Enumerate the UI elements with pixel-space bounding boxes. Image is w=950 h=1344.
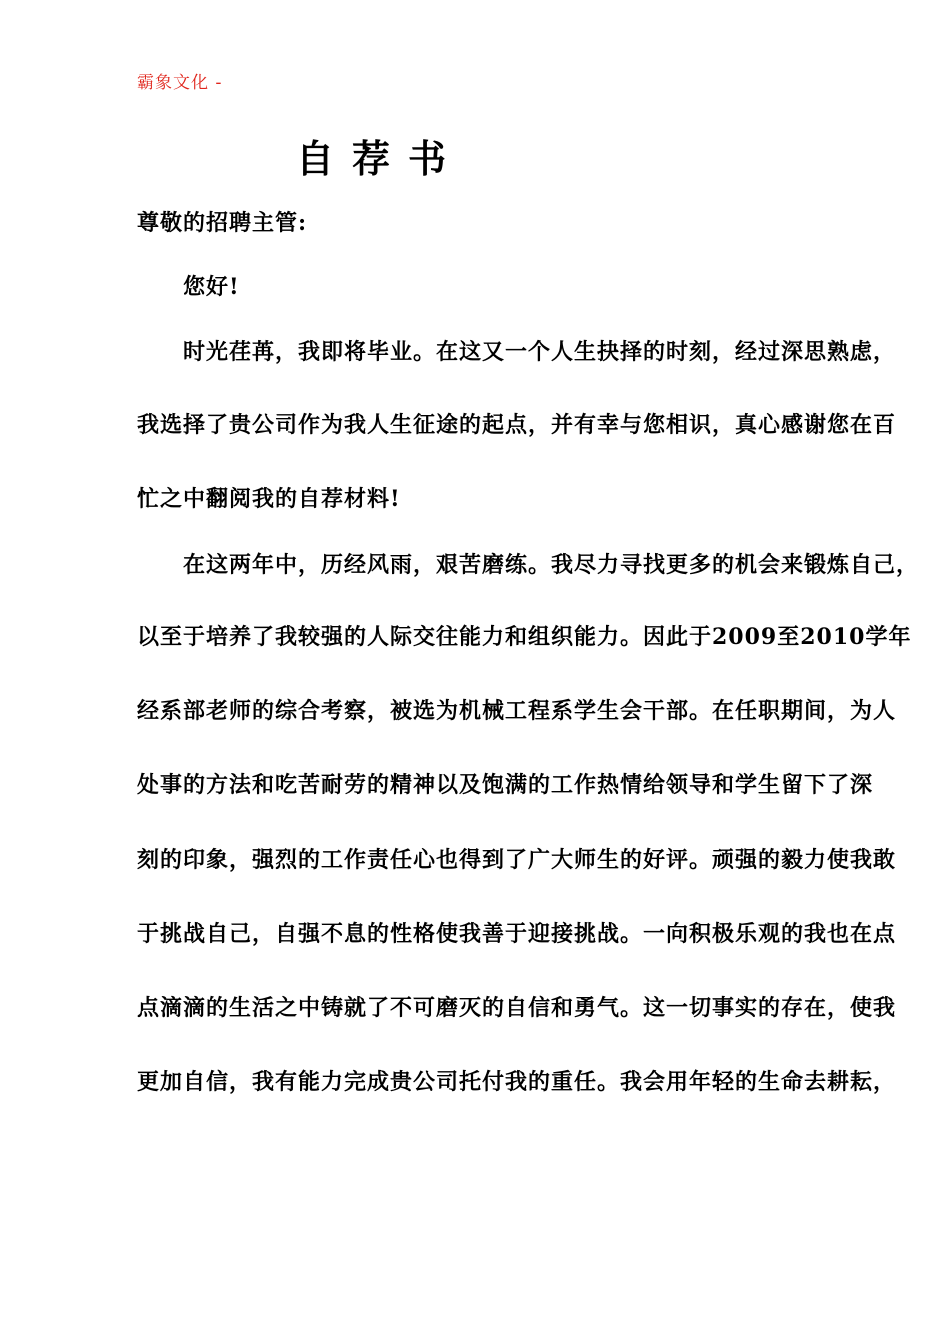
paragraph-2-line-2: 以至于培养了我较强的人际交往能力和组织能力。因此于2009至2010学年: [137, 624, 912, 650]
paragraph-2-line-6: 于挑战自己，自强不息的性格使我善于迎接挑战。一向积极乐观的我也在点: [137, 921, 897, 947]
paragraph-2-line-3: 经系部老师的综合考察，被选为机械工程系学生会干部。在任职期间，为人: [137, 698, 897, 724]
paragraph-2-line-5: 刻的印象，强烈的工作责任心也得到了广大师生的好评。顽强的毅力使我敢: [137, 847, 897, 873]
document-title: 自荐书: [296, 136, 465, 181]
salutation: 尊敬的招聘主管:: [137, 210, 308, 236]
paragraph-2-line-4: 处事的方法和吃苦耐劳的精神以及饱满的工作热情给领导和学生留下了深: [137, 772, 874, 798]
paragraph-2-line-8: 更加自信，我有能力完成贵公司托付我的重任。我会用年轻的生命去耕耘，: [137, 1069, 897, 1095]
paragraph-2-line-1: 在这两年中，历经风雨，艰苦磨练。我尽力寻找更多的机会来锻炼自己，: [183, 552, 920, 578]
paragraph-2-line-7: 点滴滴的生活之中铸就了不可磨灭的自信和勇气。这一切事实的存在，使我: [137, 995, 897, 1021]
paragraph-1-line-1: 时光荏苒，我即将毕业。在这又一个人生抉择的时刻，经过深思熟虑，: [183, 339, 897, 365]
greeting: 您好!: [183, 274, 240, 300]
paragraph-1-line-2: 我选择了贵公司作为我人生征途的起点，并有幸与您相识，真心感谢您在百: [137, 412, 897, 438]
header-watermark: 霸象文化 -: [137, 73, 223, 93]
paragraph-1-line-3: 忙之中翻阅我的自荐材料!: [137, 486, 401, 512]
